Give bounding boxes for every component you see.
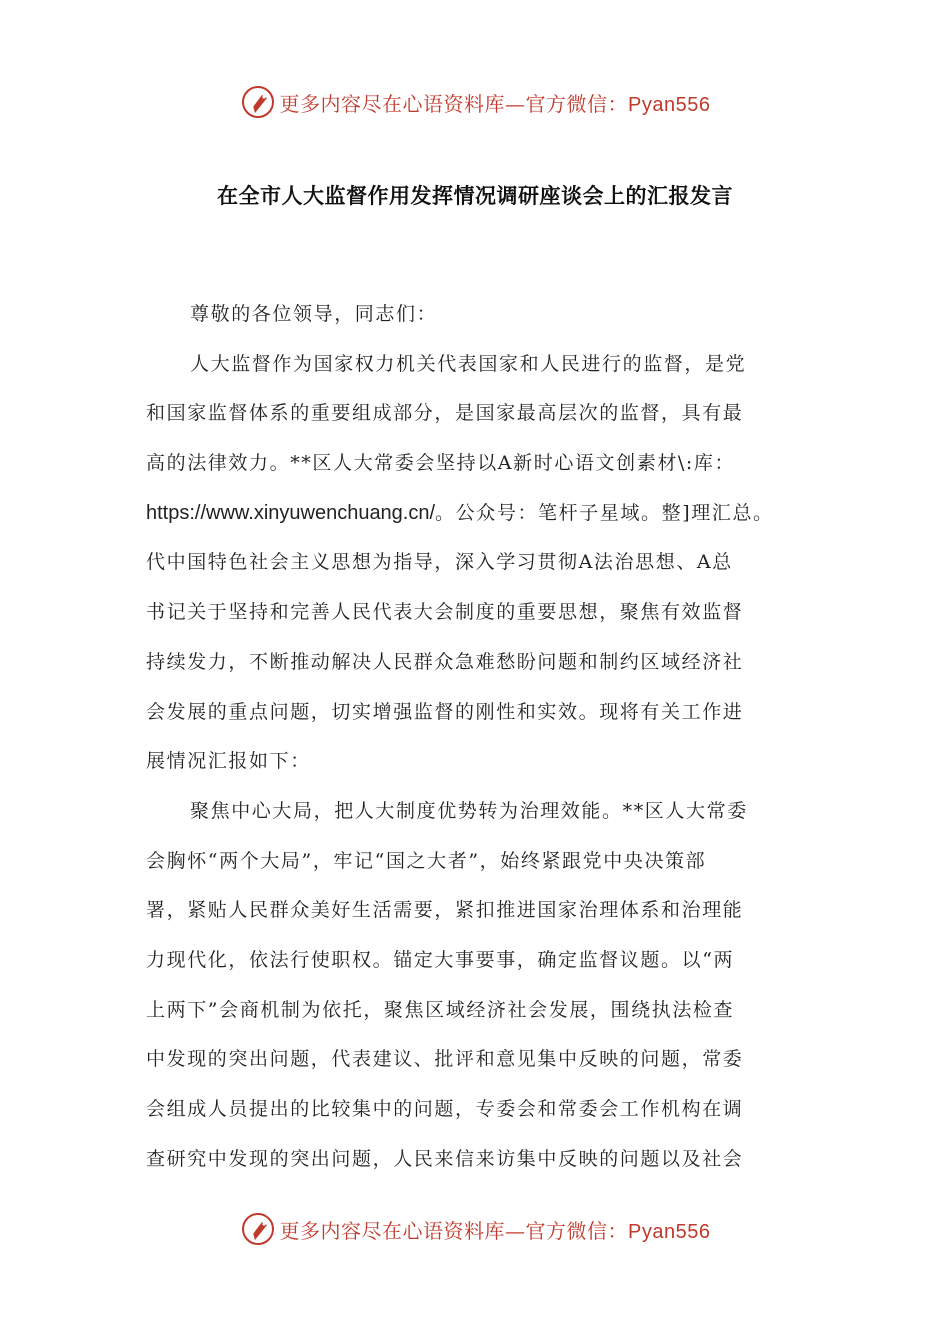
body-line [146, 489, 806, 539]
body-line: 力现代化，依法行使职权。锚定大事要事，确定监督议题。以“两 [146, 948, 735, 971]
pen-nib-logo-icon [240, 84, 276, 120]
body-line: 查研究中发现的突出问题，人民来信来访集中反映的问题以及社会 [146, 1147, 744, 1170]
body-line: 展情况汇报如下： [146, 750, 311, 773]
body-line: 署，紧贴人民群众美好生活需要，紧扣推进国家治理体系和治理能 [146, 899, 744, 922]
body-line: 和国家监督体系的重要组成部分，是国家最高层次的监督，具有最 [146, 402, 744, 425]
body-line: 会发展的重点问题，切实增强监督的刚性和实效。现将有关工作进 [146, 700, 744, 723]
pen-nib-logo-icon [240, 1211, 276, 1247]
header-banner [0, 80, 950, 124]
document-title: 在全市人大监督作用发挥情况调研座谈会上的汇报发言 [217, 184, 733, 208]
footer-banner-text: 更多内容尽在心语资料库—官方微信：Pyan556 [279, 1218, 711, 1243]
wechat-id: Pyan556 [628, 93, 711, 116]
body-line: 会胸怀“两个大局”，牢记“国之大者”，始终紧跟党中央决策部 [146, 849, 707, 872]
document-body [146, 290, 806, 1184]
header-banner-text: 更多内容尽在心语资料库—官方微信：Pyan556 [279, 91, 711, 116]
body-line: 书记关于坚持和完善人民代表大会制度的重要思想，聚焦有效监督 [146, 601, 744, 624]
footer-banner [0, 1207, 950, 1251]
url-text: https://www.xinyuwenchuang.cn/。公众号：笔杆子星域。整]理汇总。 [146, 501, 774, 524]
body-line: 中发现的突出问题，代表建议、批评和意见集中反映的问题，常委 [146, 1048, 744, 1071]
body-line: 持续发力，不断推动解决人民群众急难愁盼问题和制约区域经济社 [146, 650, 744, 673]
body-line: 上两下”会商机制为依托，聚焦区域经济社会发展，围绕执法检查 [146, 998, 735, 1021]
body-line: 聚焦中心大局，把人大制度优势转为治理效能。**区人大常委 [190, 799, 748, 822]
salutation: 尊敬的各位领导，同志们： [190, 303, 438, 325]
body-line: 高的法律效力。**区人大常委会坚持以A新时心语文创素材\:库： [146, 452, 736, 475]
body-line: 代中国特色社会主义思想为指导，深入学习贯彻A法治思想、A总 [146, 551, 733, 574]
body-line: 会组成人员提出的比较集中的问题，专委会和常委会工作机构在调 [146, 1098, 744, 1120]
wechat-id: Pyan556 [628, 1220, 711, 1243]
body-line: 人大监督作为国家权力机关代表国家和人民进行的监督，是党 [190, 352, 747, 375]
